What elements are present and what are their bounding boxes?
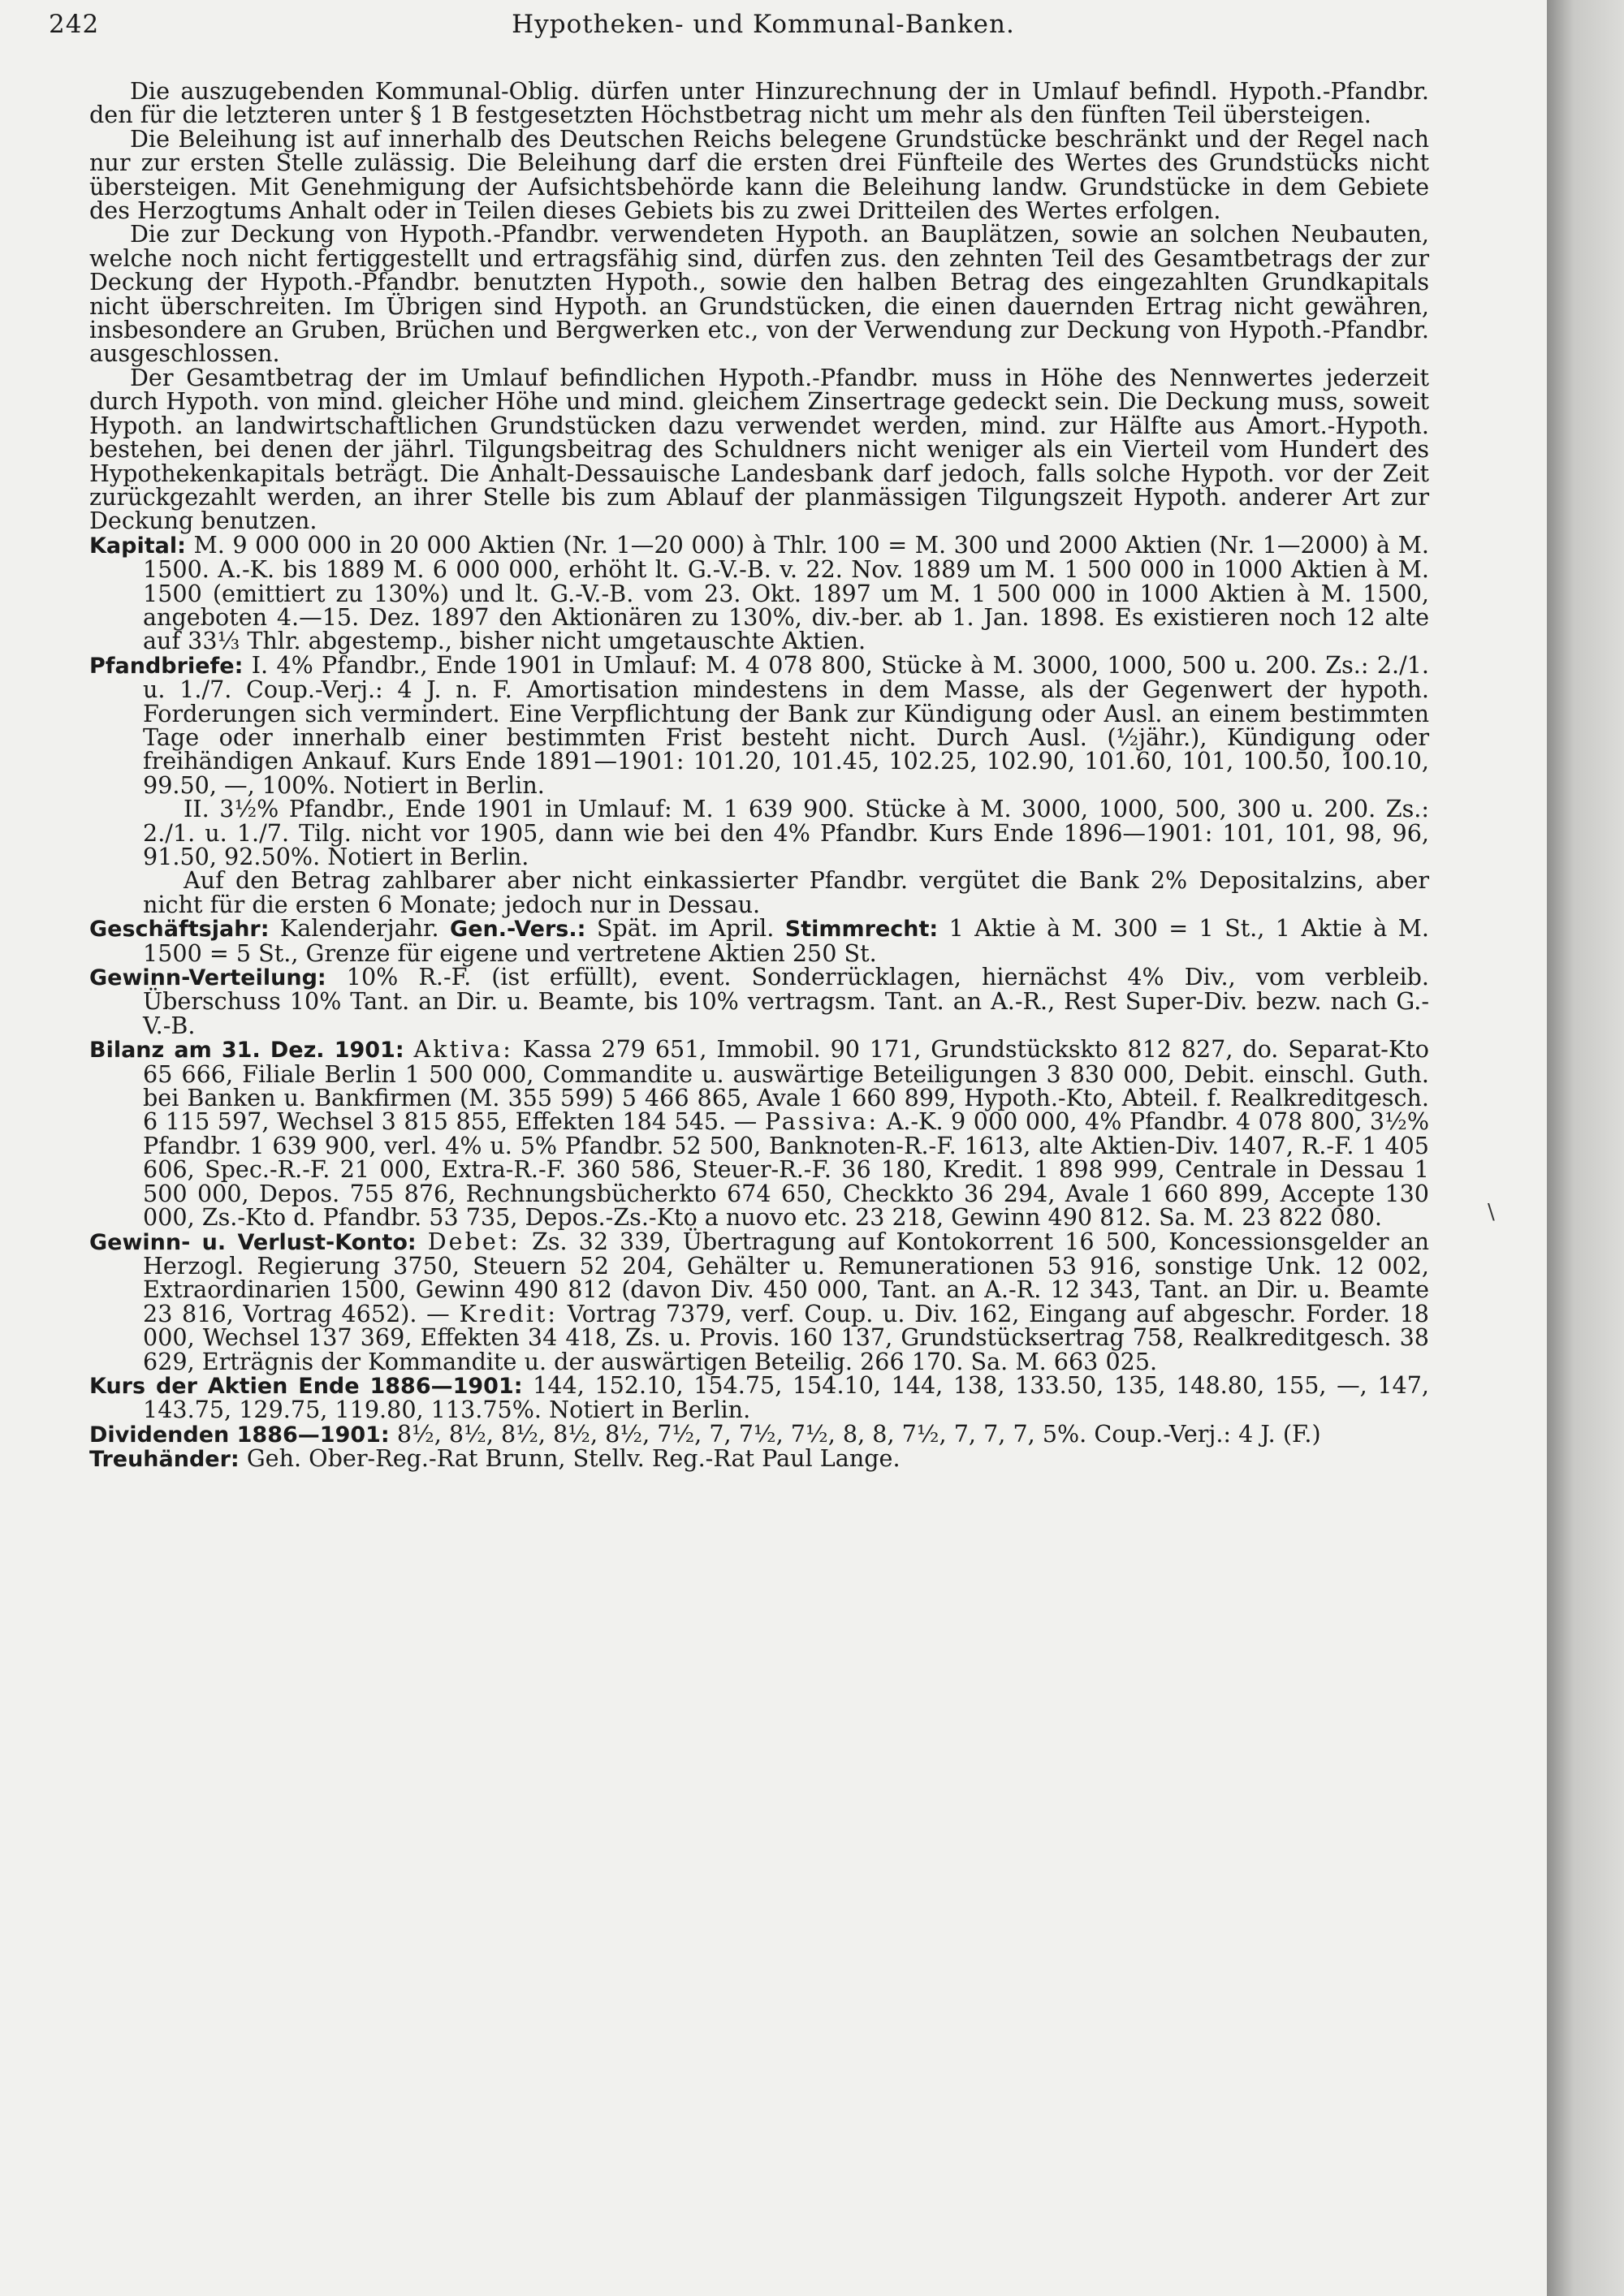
stimmrecht-label: Stimmrecht: [784,917,939,943]
paragraph-gesamtbetrag: Der Gesamtbetrag der im Umlauf befindlichen Hypoth.-Pfandbr. muss in Höhe des Nennwertes jederzeit durch Hypoth. von mind. gleicher Höhe und mind. gleichem Zinsertrage gedeckt sein. Die Deckung muss, soweit Hypoth. an landwirtschaftlichen Grundstücken dazu verwendet werden, mind. zur Hälfte aus Amort.-Hypoth. bestehen, bei denen der jährl. Tilgungsbeitrag des Schuldners nicht weniger als ein Vierteil vom Hundert des Hypothekenkapitals beträgt. Die Anhalt-Dessauische Landesbank darf jedoch, falls solche Hypoth. vor der Zeit zurückgezahlt werden, an ihrer Stelle bis zum Ablauf der planmässigen Tilgungszeit Hypoth. anderer Art zur Deckung benutzen. [89,363,1429,535]
aktiva-text: Kassa 279 651, Immobil. 90 171, Grundstückskto 812 827, do. Separat-Kto 65 666, Filiale Berlin 1 500 000, Commandite u. auswärtige Beteiligungen 3 830 000, Debit. einschl. Guth. bei Banken u. Bankfirmen (M. 355 599) 5 466 865, Avale 1 660 899, Hypoth.-Kto, Abteil. f. Realkreditgesch. 6 115 597, Wechsel 3 815 855, Effekten 184 545. — [143,1035,1430,1136]
bilanz-label: Bilanz am 31. Dez. 1901: [89,1038,404,1064]
pfandbriefe-label: Pfandbriefe: [89,653,244,679]
gen-vers-text: Spät. im April. [596,914,775,943]
pfandbriefe-text-i: I. 4% Pfandbr., Ende 1901 in Umlauf: M. 4 078 800, Stücke à M. 3000, 1000, 500 u. 200. Zs.: 2./1. u. 1./7. Coup.-Verj.: 4 J. n. F. Amortisation mindestens in dem Masse, als der Gegenwert der hypoth. Forderungen sich vermindert. Eine Verpflichtung der Bank zur Kündigung oder Ausl. an einem bestimmten Tage oder innerhalb einer bestimmten Frist besteht nicht. Durch Ausl. (½jähr.), Kündigung oder freihändigen Ankauf. Kurs Ende 1891—1901: 101.20, 101.45, 102.25, 102.90, 101.60, 101, 100.50, 100.10, 99.50, —, 100%. Notiert in Berlin. [143,650,1429,799]
section-treuhaender [89,1444,1429,1473]
geschaeftsjahr-label: Geschäftsjahr: [89,917,270,943]
body-text [89,77,1430,1473]
gen-vers-label: Gen.-Vers.: [450,917,586,943]
page-header [49,10,1478,45]
paragraph-kommunal-oblig: Die auszugebenden Kommunal-Oblig. dürfen unter Hinzurechnung der in Umlauf befindl. Hypoth.-Pfandbr. den für die letzteren unter § 1 B festgesetzten Höchstbetrag nicht um mehr als den fünften Teil übersteigen. [89,77,1429,129]
dividenden-text: 8½, 8½, 8½, 8½, 8½, 7½, 7, 7½, 7½, 8, 8, 7½, 7, 7, 7, 5%. Coup.-Verj.: 4 J. (F.) [396,1419,1321,1448]
debet-label: Debet: [427,1227,520,1255]
section-geschaeftsjahr [89,914,1430,967]
debet-text: Zs. 32 339, Übertragung auf Kontokorrent 16 500, Koncessionsgelder an Herzogl. Regierung 3750, Steuern 52 204, Gehälter u. Remunerationen 53 916, sonstige Unk. 12 002, Extraordinarien 1500, Gewinn 490 812 (davon Div. 450 000, Tant. an A.-R. 12 343, Tant. an Dir. u. Beamte 23 816, Vortrag 4652). — [143,1227,1430,1327]
page-number: 242 [49,10,100,39]
section-kurs [89,1370,1429,1424]
section-pfandbriefe [89,650,1429,799]
paragraph-deckung: Die zur Deckung von Hypoth.-Pfandbr. verwendeten Hypoth. an Bauplätzen, sowie an solchen Neubauten, welche noch nicht fertiggestellt und ertragsfähig sind, dürfen zus. den zehnten Teil des Gesamtbetrags der zur Deckung der Hypoth.-Pfandbr. benutzten Hypoth., sowie den halben Betrag des eingezahlten Grundkapitals nicht überschreiten. Im Übrigen sind Hypoth. an Grundstücken, die einen dauernden Ertrag nicht gewähren, insbesondere an Gruben, Brüchen und Bergwerken etc., von der Verwendung zur Deckung von Hypoth.-Pfandbr. ausgeschlossen. [89,220,1429,368]
stimmrecht-text: 1 Aktie à M. 300 = 1 St., 1 Aktie à M. 1500 = 5 St., Grenze für eigene und vertretene Aktien 250 St. [143,914,1430,967]
gewinn-verteilung-text: 10% R.-F. (ist erfüllt), event. Sonderrücklagen, hiernächst 4% Div., vom verbleib. Überschuss 10% Tant. an Dir. u. Beamte, bis 10% vertragsm. Tant. an A.-R., Rest Super-Div. bezw. nach G.-V.-B. [143,963,1429,1039]
aktiva-label: Aktiva: [413,1035,513,1064]
section-gewinn-verteilung [89,965,1429,1038]
kurs-text: 144, 152.10, 154.75, 154.10, 144, 138, 133.50, 135, 148.80, 155, —, 147, 143.75, 129.75, 119.80, 113.75%. Notiert in Berlin. [143,1370,1429,1424]
gewinn-verteilung-label: Gewinn-Verteilung: [89,965,326,991]
passiva-label: Passiva: [764,1107,879,1136]
pfandbriefe-paragraph-ii: II. 3½% Pfandbr., Ende 1901 in Umlauf: M. 1 639 900. Stücke à M. 3000, 1000, 500, 300 u. 200. Zs.: 2./1. u. 1./7. Tilg. nicht vor 1905, dann wie bei den 4% Pfandbr. Kurs Ende 1896—1901: 101, 101, 98, 96, 91.50, 92.50%. Notiert in Berlin. [143,795,1429,870]
kapital-text: M. 9 000 000 in 20 000 Aktien (Nr. 1—20 000) à Thlr. 100 = M. 300 und 2000 Aktien (Nr. 1—2000) à M. 1500. A.-K. bis 1889 M. 6 000 000, erhöht lt. G.-V.-B. v. 22. Nov. 1889 um M. 1 500 000 in 1000 Aktien à M. 1500 (emittiert zu 130%) und lt. G.-V.-B. vom 23. Okt. 1897 um M. 1 500 000 in 1000 Aktien à M. 1500, angeboten 4.—15. Dez. 1897 den Aktionären zu 130%, div.-ber. ab 1. Jan. 1898. Es existieren noch 12 alte auf 33⅓ Thlr. abgestemp., bisher nicht umgetauschte Aktien. [143,530,1430,655]
section-kapital [89,530,1430,655]
kurs-label: Kurs der Aktien Ende 1886—1901: [89,1373,523,1399]
geschaeftsjahr-text: Kalenderjahr. [279,914,439,943]
dividenden-label: Dividenden 1886—1901: [89,1422,390,1448]
guv-label: Gewinn- u. Verlust-Konto: [89,1229,417,1255]
treuhaender-label: Treuhänder: [89,1447,240,1473]
kredit-label: Kredit: [459,1299,558,1327]
scan-page-edge [1547,0,1624,2296]
kredit-text: Vortrag 7379, verf. Coup. u. Div. 162, Eingang auf abgeschr. Forder. 18 000, Wechsel 137 369, Effekten 34 418, Zs. u. Provis. 160 137, Grundstücksertrag 758, Realkreditgesch. 38 629, Erträgnis der Kommandite u. der auswärtigen Beteilig. 266 170. Sa. M. 663 025. [143,1299,1430,1375]
kapital-label: Kapital: [89,533,186,559]
pfandbriefe-paragraph-depositalzins: Auf den Betrag zahlbarer aber nicht einkassierter Pfandbr. vergütet die Bank 2% Depositalzins, aber nicht für die ersten 6 Monate; jedoch nur in Dessau. [143,866,1429,918]
passiva-text: A.-K. 9 000 000, 4% Pfandbr. 4 078 800, 3½% Pfandbr. 1 639 900, verl. 4% u. 5% Pfandbr. 52 500, Banknoten-R.-F. 1613, alte Aktien-Div. 1407, R.-F. 1 405 606, Spec.-R.-F. 21 000, Extra-R.-F. 360 586, Steuer-R.-F. 36 180, Kredit. 1 898 999, Centrale in Dessau 1 500 000, Depos. 755 876, Rechnungsbücherkto 674 650, Checkkto 36 294, Avale 1 660 899, Accepte 130 000, Zs.-Kto d. Pfandbr. 53 735, Depos.-Zs.-Kto a nuovo etc. 23 218, Gewinn 490 812. Sa. M. 23 822 080. [143,1107,1430,1232]
margin-mark: \ [1488,1200,1495,1224]
section-bilanz [89,1035,1430,1232]
paragraph-beleihung: Die Beleihung ist auf innerhalb des Deutschen Reichs belegene Grundstücke beschränkt und der Regel nach nur zur ersten Stelle zulässig. Die Beleihung darf die ersten drei Fünfteile des Wertes des Grundstücks nicht übersteigen. Mit Genehmigung der Aufsichtsbehörde kann die Beleihung landw. Grundstücke in dem Gebiete des Herzogtums Anhalt oder in Teilen dieses Gebiets bis zu zwei Dritteilen des Wertes erfolgen. [89,124,1429,225]
section-gewinn-verlust-konto [89,1227,1430,1375]
treuhaender-text: Geh. Ober-Reg.-Rat Brunn, Stellv. Reg.-Rat Paul Lange. [246,1444,901,1473]
section-dividenden [89,1419,1429,1448]
running-title: Hypotheken- und Kommunal-Banken. [512,10,1015,39]
